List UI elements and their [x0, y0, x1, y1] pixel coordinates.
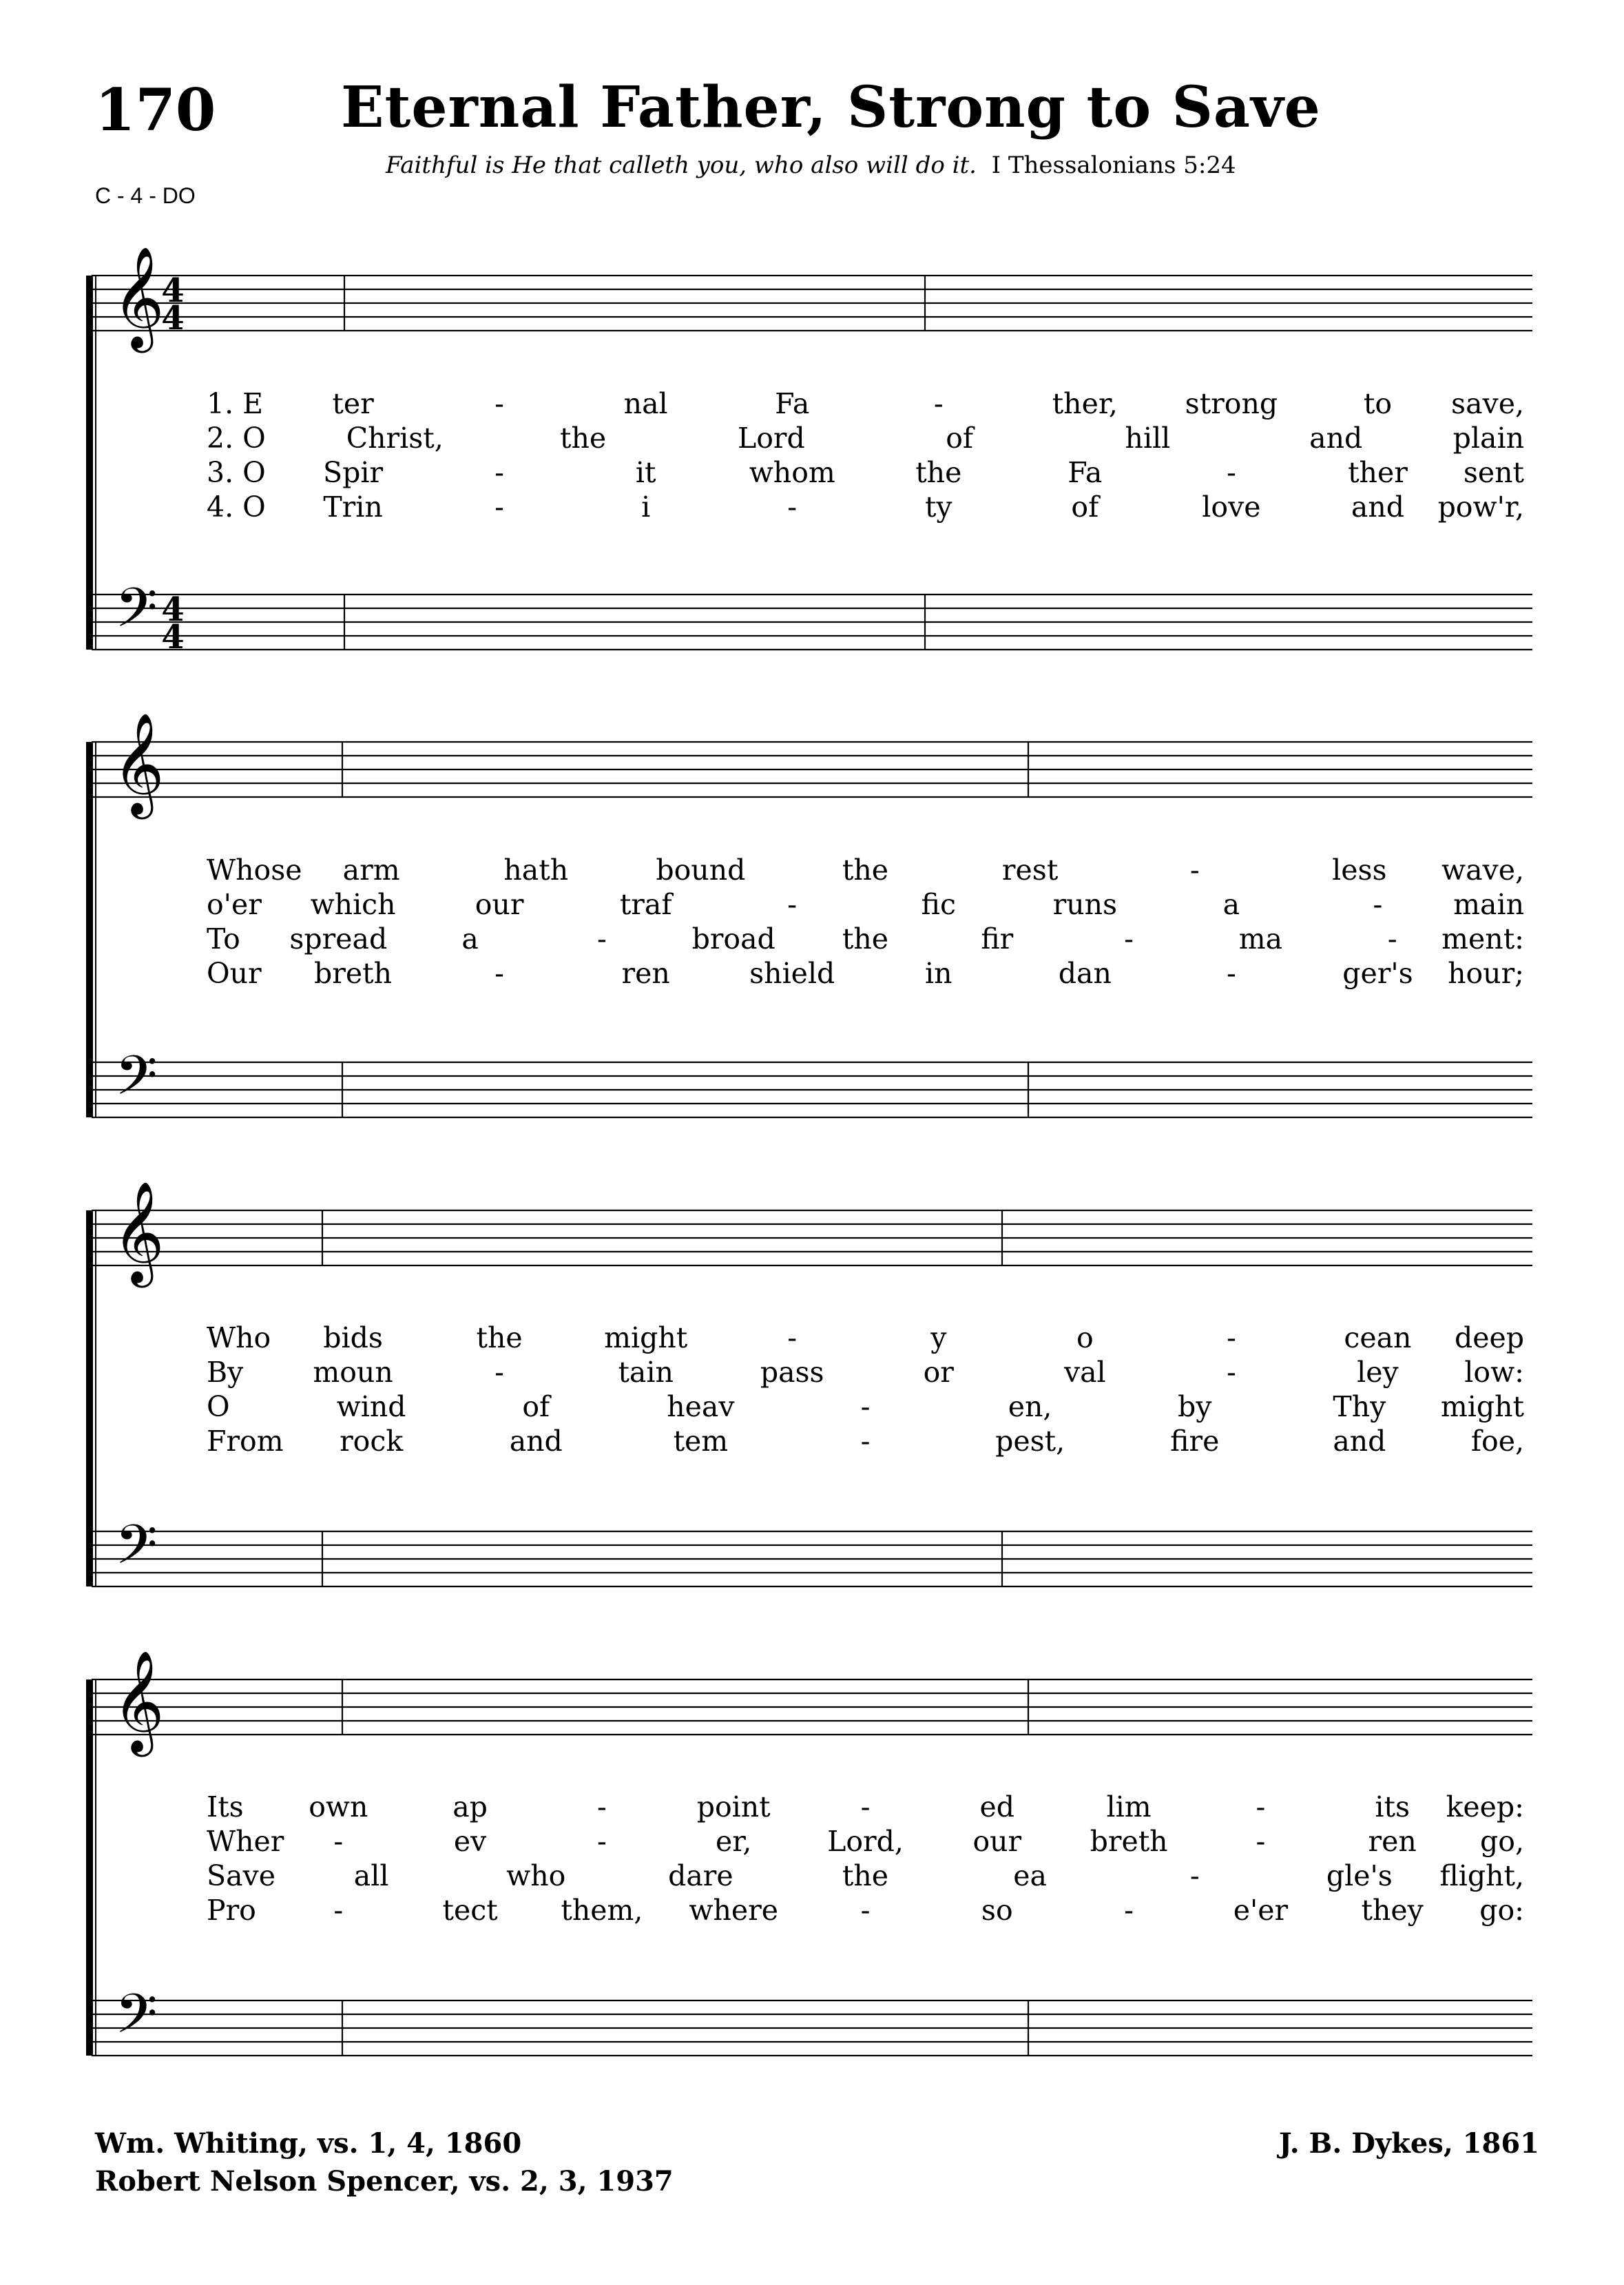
lyric-syllable: spread [289, 922, 388, 955]
treble-clef-icon: 𝄞 [112, 1181, 165, 1283]
lyric-syllable: of [946, 422, 974, 455]
lyric-syllable: runs [1052, 888, 1118, 921]
lyric-syllable: its [1375, 1790, 1410, 1823]
lyric-syllable: might [1440, 1390, 1524, 1423]
lyric-syllable: heav [667, 1390, 735, 1423]
lyric-syllable: it [635, 456, 656, 489]
lyric-syllable: which [310, 888, 396, 921]
lyric-syllable: ed [979, 1790, 1015, 1823]
lyric-syllable: Wher [207, 1825, 284, 1858]
lyric-syllable: Save [207, 1859, 275, 1892]
lyric-syllable: fir [981, 922, 1014, 955]
lyric-syllable: go, [1480, 1825, 1524, 1858]
lyric-syllable: the [842, 922, 889, 955]
lyric-syllable: wind [336, 1390, 406, 1423]
lyric-syllable: to [1363, 387, 1393, 420]
lyric-syllable: main [1453, 888, 1524, 921]
lyric-syllable: 3. O [207, 456, 266, 489]
lyric-syllable: - [1387, 922, 1397, 955]
lyric-syllable: bound [656, 854, 746, 887]
lyric-syllable: and [1333, 1425, 1386, 1458]
lyric-syllable: - [787, 490, 798, 524]
lyric-syllable: Our [207, 957, 262, 990]
lyric-syllable: rock [340, 1425, 404, 1458]
lyric-syllable: of [1071, 490, 1099, 524]
lyric-syllable: pow'r, [1437, 490, 1524, 524]
lyric-syllable: ty [924, 490, 952, 524]
lyric-syllable: or [923, 1356, 954, 1389]
lyric-syllable: the [915, 456, 962, 489]
hymn-title: Eternal Father, Strong to Save [341, 74, 1321, 141]
lyric-syllable: ev [453, 1825, 487, 1858]
lyric-syllable: 2. O [207, 422, 266, 455]
lyric-syllable: - [495, 1356, 505, 1389]
lyric-syllable: - [495, 456, 505, 489]
lyric-syllable: - [1226, 1321, 1236, 1354]
lyric-syllable: deep [1454, 1321, 1524, 1354]
lyric-syllable: foe, [1470, 1425, 1524, 1458]
lyric-syllable: ma [1238, 922, 1283, 955]
lyric-syllable: i [641, 490, 651, 524]
system-bracket [86, 276, 93, 650]
lyric-syllable: - [1124, 1894, 1134, 1927]
lyric-syllable: Whose [207, 854, 302, 887]
lyric-syllable: Lord [737, 422, 805, 455]
lyric-syllable: go: [1479, 1894, 1524, 1927]
lyric-syllable: - [860, 1790, 871, 1823]
music-credit: J. B. Dykes, 1861 [1278, 2127, 1539, 2160]
lyric-syllable: - [1124, 922, 1134, 955]
tune-code: C - 4 - DO [95, 183, 196, 208]
lyric-syllable: O [207, 1390, 230, 1423]
lyric-syllable: 4. O [207, 490, 266, 524]
lyric-syllable: own [309, 1790, 368, 1823]
lyric-syllable: nal [623, 387, 668, 420]
lyric-syllable: ea [1013, 1859, 1047, 1892]
lyric-syllable: fic [921, 888, 956, 921]
lyric-syllable: - [787, 1321, 798, 1354]
lyric-syllable: - [495, 387, 505, 420]
lyric-syllable: dare [668, 1859, 733, 1892]
lyric-syllable: they [1361, 1894, 1424, 1927]
bass-time-signature-bottom: 4 [161, 618, 185, 656]
lyric-syllable: val [1063, 1356, 1106, 1389]
lyric-syllable: plain [1453, 422, 1524, 455]
treble-time-signature-top: 4 [161, 271, 185, 310]
lyric-syllable: them, [561, 1894, 643, 1927]
lyric-syllable: tect [442, 1894, 498, 1927]
words-credit-2: Robert Nelson Spencer, vs. 2, 3, 1937 [95, 2165, 674, 2198]
lyric-syllable: shield [749, 957, 835, 990]
lyric-syllable: in [925, 957, 952, 990]
lyric-syllable: Who [207, 1321, 271, 1354]
lyric-syllable: the [842, 854, 889, 887]
lyric-syllable: - [1226, 1356, 1236, 1389]
lyric-syllable: - [333, 1825, 344, 1858]
lyric-syllable: - [787, 888, 798, 921]
lyric-syllable: - [1256, 1825, 1266, 1858]
lyric-syllable: tem [673, 1425, 729, 1458]
lyric-syllable: - [1189, 854, 1200, 887]
lyric-syllable: a [461, 922, 479, 955]
lyric-syllable: our [972, 1825, 1022, 1858]
lyric-syllable: Christ, [346, 422, 444, 455]
lyric-syllable: so [981, 1894, 1013, 1927]
lyric-syllable: tain [618, 1356, 674, 1389]
bass-time-signature-top: 4 [161, 590, 185, 629]
lyric-syllable: flight, [1439, 1859, 1524, 1892]
lyric-syllable: - [933, 387, 944, 420]
lyric-syllable: ley [1357, 1356, 1399, 1389]
lyric-syllable: - [495, 957, 505, 990]
lyric-syllable: the [476, 1321, 523, 1354]
bass-clef-icon: 𝄢 [115, 1513, 158, 1590]
lyric-syllable: fire [1170, 1425, 1220, 1458]
treble-clef-icon: 𝄞 [112, 712, 165, 815]
lyric-syllable: wave, [1441, 854, 1524, 887]
lyric-syllable: - [1226, 456, 1236, 489]
lyric-syllable: ter [332, 387, 374, 420]
lyric-syllable: To [207, 922, 240, 955]
lyric-syllable: of [522, 1390, 550, 1423]
lyric-syllable: our [475, 888, 524, 921]
lyric-syllable: By [207, 1356, 244, 1389]
lyric-syllable: o'er [207, 888, 262, 921]
lyric-syllable: Pro [207, 1894, 256, 1927]
lyric-syllable: and [509, 1425, 563, 1458]
lyric-syllable: who [506, 1859, 566, 1892]
epigraph-reference: I Thessalonians 5:24 [991, 152, 1236, 179]
lyric-syllable: gle's [1326, 1859, 1393, 1892]
lyric-syllable: whom [749, 456, 835, 489]
words-credit-1: Wm. Whiting, vs. 1, 4, 1860 [95, 2127, 522, 2160]
lyric-syllable: less [1332, 854, 1387, 887]
lyric-syllable: - [860, 1390, 871, 1423]
lyric-syllable: From [207, 1425, 284, 1458]
system-bracket [86, 742, 93, 1117]
lyric-syllable: arm [342, 854, 400, 887]
lyric-syllable: save, [1451, 387, 1524, 420]
lyric-syllable: er, [715, 1825, 752, 1858]
lyric-syllable: all [353, 1859, 389, 1892]
system-bracket [86, 1210, 93, 1586]
lyric-syllable: breth [1090, 1825, 1168, 1858]
treble-clef-icon: 𝄞 [112, 246, 165, 349]
lyric-syllable: ther, [1052, 387, 1118, 420]
lyric-syllable: ment: [1441, 922, 1524, 955]
treble-clef-icon: 𝄞 [112, 1650, 165, 1752]
lyric-syllable: hour; [1448, 957, 1524, 990]
lyric-syllable: ger's [1342, 957, 1413, 990]
lyric-syllable: ap [452, 1790, 488, 1823]
lyric-syllable: 1. E [207, 387, 264, 420]
lyric-syllable: ren [1368, 1825, 1417, 1858]
lyric-syllable: - [596, 1790, 607, 1823]
lyric-syllable: breth [314, 957, 393, 990]
lyric-syllable: - [596, 922, 607, 955]
lyric-syllable: might [604, 1321, 688, 1354]
lyric-syllable: Lord, [827, 1825, 904, 1858]
lyric-syllable: keep: [1446, 1790, 1524, 1823]
lyric-syllable: by [1178, 1390, 1212, 1423]
lyric-syllable: moun [313, 1356, 393, 1389]
lyric-syllable: Thy [1333, 1390, 1386, 1423]
lyric-syllable: Fa [1068, 456, 1103, 489]
lyric-syllable: ther [1348, 456, 1408, 489]
lyric-syllable: pest, [995, 1425, 1065, 1458]
lyric-syllable: - [495, 490, 505, 524]
bass-clef-icon: 𝄢 [115, 1044, 158, 1121]
epigraph-text: Faithful is He that calleth you, who also will do it. [386, 152, 977, 179]
lyric-syllable: where [689, 1894, 779, 1927]
lyric-syllable: - [333, 1894, 344, 1927]
lyric-syllable: Fa [775, 387, 810, 420]
lyric-syllable: traf [619, 888, 672, 921]
lyric-syllable: - [1226, 957, 1236, 990]
lyric-syllable: the [559, 422, 607, 455]
lyric-syllable: - [1189, 1859, 1200, 1892]
lyric-syllable: sent [1463, 456, 1524, 489]
hymn-number: 170 [95, 76, 216, 144]
bass-clef-icon: 𝄢 [115, 576, 158, 653]
lyric-syllable: hath [503, 854, 569, 887]
lyric-syllable: the [842, 1859, 889, 1892]
lyric-syllable: lim [1106, 1790, 1152, 1823]
lyric-syllable: - [596, 1825, 607, 1858]
lyric-syllable: cean [1344, 1321, 1412, 1354]
lyric-syllable: Spir [323, 456, 384, 489]
lyric-syllable: low: [1464, 1356, 1524, 1389]
lyric-syllable: rest [1001, 854, 1059, 887]
lyric-syllable: and [1309, 422, 1363, 455]
lyric-syllable: Its [207, 1790, 244, 1823]
lyric-syllable: hill [1125, 422, 1171, 455]
lyric-syllable: dan [1058, 957, 1112, 990]
lyric-syllable: - [1373, 888, 1383, 921]
lyric-syllable: love [1202, 490, 1261, 524]
lyric-syllable: point [696, 1790, 771, 1823]
lyric-syllable: - [860, 1894, 871, 1927]
lyric-syllable: strong [1185, 387, 1278, 420]
lyric-syllable: ren [621, 957, 670, 990]
lyric-syllable: o [1076, 1321, 1094, 1354]
lyric-syllable: bids [323, 1321, 383, 1354]
bass-clef-icon: 𝄢 [115, 1982, 158, 2059]
lyric-syllable: - [1256, 1790, 1266, 1823]
lyric-syllable: broad [691, 922, 775, 955]
lyric-syllable: pass [760, 1356, 824, 1389]
system-bracket [86, 1679, 93, 2056]
lyric-syllable: y [930, 1321, 947, 1354]
lyric-syllable: - [860, 1425, 871, 1458]
treble-time-signature-bottom: 4 [161, 299, 185, 338]
lyric-syllable: e'er [1233, 1894, 1289, 1927]
lyric-syllable: Trin [323, 490, 383, 524]
lyric-syllable: en, [1008, 1390, 1052, 1423]
lyric-syllable: and [1351, 490, 1404, 524]
lyric-syllable: a [1222, 888, 1240, 921]
